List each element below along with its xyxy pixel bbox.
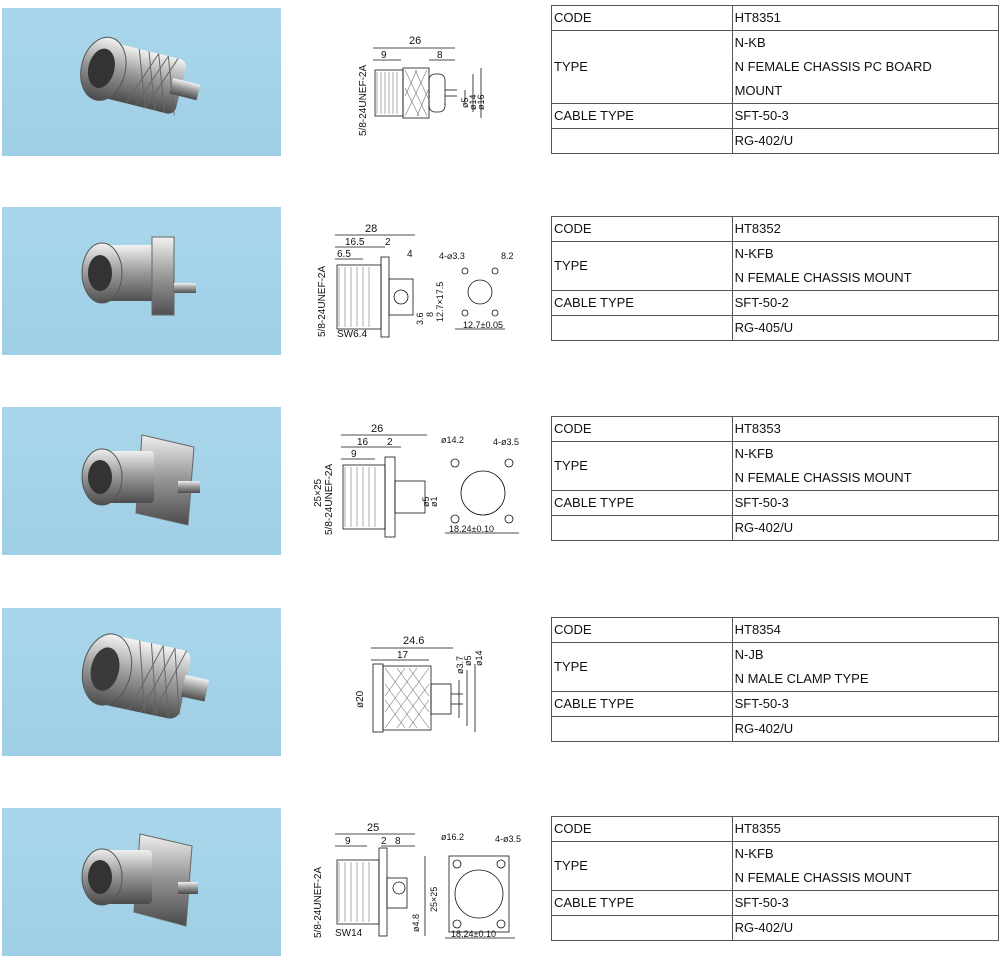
dim-label: 18.24±0.10 — [449, 524, 494, 534]
dim-label: 9 — [351, 449, 357, 460]
code-label: CODE — [552, 417, 733, 442]
dim-label: ø5 — [463, 655, 473, 666]
product-photo-ht8353 — [2, 407, 281, 555]
dim-label: ø14 — [468, 94, 478, 110]
empty-cell — [552, 129, 733, 154]
type-label: TYPE — [552, 242, 733, 291]
empty-cell — [552, 516, 733, 541]
dim-label: 5/8-24UNEF-2A — [324, 463, 335, 535]
spec-table-ht8351 — [551, 5, 999, 154]
spec-table-ht8352 — [551, 216, 999, 341]
type-value — [732, 242, 998, 291]
code-value: HT8355 — [732, 817, 998, 842]
type-line: N-KB — [734, 35, 766, 50]
empty-cell — [552, 717, 733, 742]
type-label: TYPE — [552, 31, 733, 104]
connector-photo-icon — [2, 808, 281, 956]
dim-label: ø14 — [474, 650, 484, 666]
type-line: MOUNT — [734, 83, 783, 98]
cable-type-label: CABLE TYPE — [552, 291, 733, 316]
cable-type-label: CABLE TYPE — [552, 692, 733, 717]
dim-label: 4-ø3.5 — [495, 834, 522, 844]
type-line: N FEMALE CHASSIS MOUNT — [734, 870, 912, 885]
dim-label: ø20 — [355, 690, 366, 708]
dim-label: 5/8-24UNEF-2A — [313, 866, 324, 938]
dim-label: ø5 — [421, 496, 431, 507]
dim-label: 28 — [365, 223, 378, 235]
type-line: N FEMALE CHASSIS PC BOARD — [734, 59, 932, 74]
type-line: N-KFB — [734, 446, 774, 461]
cable-type-value: SFT-50-3 — [732, 891, 998, 916]
type-value — [732, 31, 998, 104]
dim-label: 16 — [357, 437, 369, 448]
code-value: HT8351 — [732, 6, 998, 31]
type-line: N MALE CLAMP TYPE — [734, 671, 869, 686]
cable-type-value: RG-405/U — [732, 316, 998, 341]
product-photo-ht8351 — [2, 8, 281, 156]
dim-label: ø1 — [429, 496, 439, 507]
cable-type-value: SFT-50-3 — [732, 491, 998, 516]
dimension-drawing-ht8354 — [305, 608, 545, 756]
product-photo-ht8354 — [2, 608, 281, 756]
dim-label: 8.2 — [501, 251, 514, 261]
cable-type-value: RG-402/U — [732, 916, 998, 941]
dim-label: 4-⌀3.3 — [439, 251, 465, 261]
cable-type-value: SFT-50-3 — [732, 692, 998, 717]
type-line: N-KFB — [734, 246, 774, 261]
code-label: CODE — [552, 817, 733, 842]
type-value — [732, 842, 998, 891]
dim-label: 25×25 — [313, 478, 324, 507]
dimension-drawing-ht8351 — [305, 8, 545, 156]
type-line: N FEMALE CHASSIS MOUNT — [734, 470, 912, 485]
dim-label: ø16 — [476, 94, 486, 110]
cable-type-label: CABLE TYPE — [552, 891, 733, 916]
dimension-drawing-ht8352 — [305, 207, 545, 355]
empty-cell — [552, 916, 733, 941]
technical-drawing-icon — [305, 8, 545, 156]
dim-label: 16.5 — [345, 237, 365, 248]
code-value: HT8354 — [732, 618, 998, 643]
dim-label: 5/8-24UNEF-2A — [358, 64, 369, 136]
technical-drawing-icon — [305, 608, 545, 756]
product-photo-ht8352 — [2, 207, 281, 355]
dim-label: ø5 — [460, 97, 470, 108]
dim-label: 25 — [367, 822, 380, 834]
code-label: CODE — [552, 618, 733, 643]
empty-cell — [552, 316, 733, 341]
dim-label: SW14 — [335, 928, 363, 939]
dim-label: 8 — [437, 50, 443, 61]
type-label: TYPE — [552, 442, 733, 491]
dim-label: ø4.8 — [411, 913, 421, 932]
technical-drawing-icon — [305, 207, 545, 355]
dim-label: 8 — [395, 836, 401, 847]
cable-type-value: SFT-50-2 — [732, 291, 998, 316]
dim-label: 8 — [425, 311, 435, 317]
dim-label: 9 — [381, 50, 387, 61]
code-value: HT8353 — [732, 417, 998, 442]
dim-label: 3.6 — [415, 312, 425, 325]
type-value — [732, 442, 998, 491]
type-label: TYPE — [552, 643, 733, 692]
dim-label: 18.24±0.10 — [451, 929, 496, 939]
spec-table-ht8355 — [551, 816, 999, 941]
connector-photo-icon — [2, 407, 281, 555]
dim-label: 4-ø3.5 — [493, 437, 520, 447]
cable-type-label: CABLE TYPE — [552, 104, 733, 129]
type-line: N FEMALE CHASSIS MOUNT — [734, 270, 912, 285]
dim-label: 12.7±0.05 — [463, 320, 503, 330]
cable-type-value: SFT-50-3 — [732, 104, 998, 129]
dim-label: 25×25 — [429, 886, 439, 912]
connector-photo-icon — [2, 608, 281, 756]
dim-label: ø3.7 — [455, 655, 465, 674]
dim-label: 4 — [407, 249, 413, 260]
connector-photo-icon — [2, 207, 281, 355]
dim-label: SW6.4 — [337, 329, 368, 340]
type-line: N-JB — [734, 647, 764, 662]
dim-label: ø14.2 — [441, 435, 465, 445]
dim-label: 26 — [371, 423, 384, 435]
cable-type-value: RG-402/U — [732, 717, 998, 742]
cable-type-value: RG-402/U — [732, 129, 998, 154]
spec-table-ht8354 — [551, 617, 999, 742]
dim-label: 2 — [387, 437, 393, 448]
cable-type-label: CABLE TYPE — [552, 491, 733, 516]
type-label: TYPE — [552, 842, 733, 891]
code-label: CODE — [552, 217, 733, 242]
dim-label: 24.6 — [403, 635, 425, 647]
dimension-drawing-ht8355 — [305, 808, 545, 956]
code-label: CODE — [552, 6, 733, 31]
product-photo-ht8355 — [2, 808, 281, 956]
technical-drawing-icon — [305, 808, 545, 956]
spec-table-ht8353 — [551, 416, 999, 541]
dim-label: ø16.2 — [441, 832, 465, 842]
type-line: N-KFB — [734, 846, 774, 861]
type-value — [732, 643, 998, 692]
technical-drawing-icon — [305, 407, 545, 555]
dim-label: 2 — [381, 836, 387, 847]
dim-label: 26 — [409, 35, 422, 47]
dim-label: 6.5 — [337, 249, 351, 260]
dim-label: 12.7×17.5 — [435, 281, 445, 322]
dim-label: 17 — [397, 650, 409, 661]
code-value: HT8352 — [732, 217, 998, 242]
cable-type-value: RG-402/U — [732, 516, 998, 541]
dimension-drawing-ht8353 — [305, 407, 545, 555]
connector-photo-icon — [2, 8, 281, 156]
dim-label: 9 — [345, 836, 351, 847]
dim-label: 2 — [385, 237, 391, 248]
dim-label: 5/8-24UNEF-2A — [317, 265, 328, 337]
